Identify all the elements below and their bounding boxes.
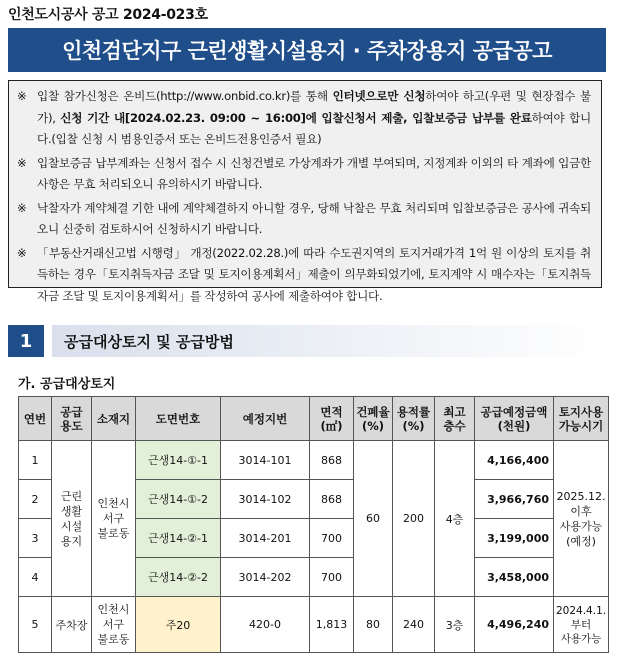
cell-lot: 420-0	[221, 597, 310, 653]
cell-plan: 근생14-②-2	[136, 558, 221, 597]
th-bcr: 건폐율 (%)	[354, 397, 393, 441]
notice-run: 입찰보증금 납부계좌는 신청서 접수 시 신청건별로 가상계좌가 개별 부여되며, 지정계좌 이외의 타 계좌에 입금한 사항은 무효 처리되오니 유의하시기 바랍니다.	[37, 155, 591, 191]
notice-item	[17, 86, 591, 151]
cell-no: 2	[19, 480, 52, 519]
th-far: 용적률 (%)	[393, 397, 435, 441]
reference-mark-icon: ※	[17, 89, 27, 103]
cell-area: 1,813	[310, 597, 354, 653]
reference-mark-icon: ※	[17, 245, 27, 260]
cell-no: 5	[19, 597, 52, 653]
notice-item	[17, 198, 591, 241]
cell-far: 200	[393, 441, 435, 597]
th-loc: 소재지	[92, 397, 136, 441]
reference-mark-icon: ※	[17, 200, 27, 215]
cell-floors: 4층	[435, 441, 475, 597]
cell-plan: 근생14-②-1	[136, 519, 221, 558]
notice-text	[37, 198, 591, 241]
th-no: 연번	[19, 397, 52, 441]
notice-run: 낙찰자가 계약체결 기한 내에 계약체결하지 아니할 경우, 당해 낙찰은 무효 처리되며 입찰보증금은 공사에 귀속되오니 신중히 검토하시어 신청하시기 바랍니다.	[37, 200, 591, 236]
notice-emphasis: 신청 기간 내[2024.02.23. 09:00 ~ 16:00]에 입찰신청서 제출, 입찰보증금 납부를 완료	[60, 110, 532, 125]
notice-text	[37, 153, 591, 196]
notice-run: 하여야 합니다.(입찰 신청 시 범용인증서 또는 온비드전용인증서 필요)	[37, 110, 592, 146]
notice-text	[37, 86, 591, 151]
cell-area: 700	[310, 558, 354, 597]
notice-emphasis: 인터넷으로만 신청	[332, 89, 426, 103]
th-floors: 최고 층수	[435, 397, 475, 441]
th-price: 공급예정금액 (천원)	[475, 397, 554, 441]
cell-bcr: 60	[354, 441, 393, 597]
notice-box	[8, 80, 602, 303]
cell-no: 4	[19, 558, 52, 597]
cell-far: 240	[393, 597, 435, 653]
section-title: 공급대상토지 및 공급방법	[52, 325, 608, 357]
cell-floors: 3층	[435, 597, 475, 653]
section-header	[8, 325, 608, 357]
cell-avail: 2024.4.1. 부터 사용가능	[554, 597, 609, 653]
notice-item	[17, 243, 591, 308]
cell-bcr: 80	[354, 597, 393, 653]
table-row	[19, 597, 609, 653]
cell-loc: 인천시 서구 불로동	[92, 597, 136, 653]
cell-no: 3	[19, 519, 52, 558]
cell-plan: 근생14-①-2	[136, 480, 221, 519]
th-use: 공급 용도	[52, 397, 92, 441]
cell-lot: 3014-102	[221, 480, 310, 519]
cell-avail: 2025.12. 이후 사용가능 (예정)	[554, 441, 609, 597]
reference-mark-icon: ※	[17, 155, 27, 170]
th-plan: 도면번호	[136, 397, 221, 441]
cell-area: 700	[310, 519, 354, 558]
cell-use: 주차장	[52, 597, 92, 653]
notice-run: 「부동산거래신고법 시행령」 개정(2022.02.28.)에 따라 수도권지역의 토지거래가격 1억 원 이상의 토지를 취득하는 경우「토지취득자금 조달 및 토지이용계획서」제출이 의무화되었기에, 토지계약 시 매수자는「토지취득자금 조달 및 토지이용계획서」를 작성하여 공사에 제출하여야 합니다.	[37, 245, 591, 303]
cell-area: 868	[310, 441, 354, 480]
notice-run: 하여야 하고(우편 및 현장접수 불가),	[37, 89, 591, 125]
cell-no: 1	[19, 441, 52, 480]
table-header-row	[19, 397, 609, 441]
cell-lot: 3014-202	[221, 558, 310, 597]
notice-run: 입찰 참가신청은 온비드(http://www.onbid.co.kr)를 통해	[37, 89, 333, 103]
cell-price: 3,199,000	[475, 519, 554, 558]
notice-number: 인천도시공사 공고 2024-023호	[8, 7, 208, 23]
notice-item	[17, 153, 591, 196]
cell-plan: 근생14-①-1	[136, 441, 221, 480]
cell-price: 3,966,760	[475, 480, 554, 519]
cell-plan: 주20	[136, 597, 221, 653]
cell-price: 3,458,000	[475, 558, 554, 597]
section-number: 1	[8, 325, 44, 357]
th-area: 면적 (㎡)	[310, 397, 354, 441]
th-lot: 예정지번	[221, 397, 310, 441]
cell-lot: 3014-201	[221, 519, 310, 558]
land-table	[18, 396, 609, 653]
cell-use: 근린 생활 시설 용지	[52, 441, 92, 597]
subheading: 가. 공급대상토지	[18, 377, 116, 392]
page-title: 인천검단지구 근린생활시설용지 · 주차장용지 공급공고	[8, 28, 606, 72]
cell-price: 4,166,400	[475, 441, 554, 480]
table-row	[19, 441, 609, 480]
cell-lot: 3014-101	[221, 441, 310, 480]
cell-loc: 인천시 서구 불로동	[92, 441, 136, 597]
cell-area: 868	[310, 480, 354, 519]
th-avail: 토지사용 가능시기	[554, 397, 609, 441]
notice-text	[37, 243, 591, 308]
cell-price: 4,496,240	[475, 597, 554, 653]
